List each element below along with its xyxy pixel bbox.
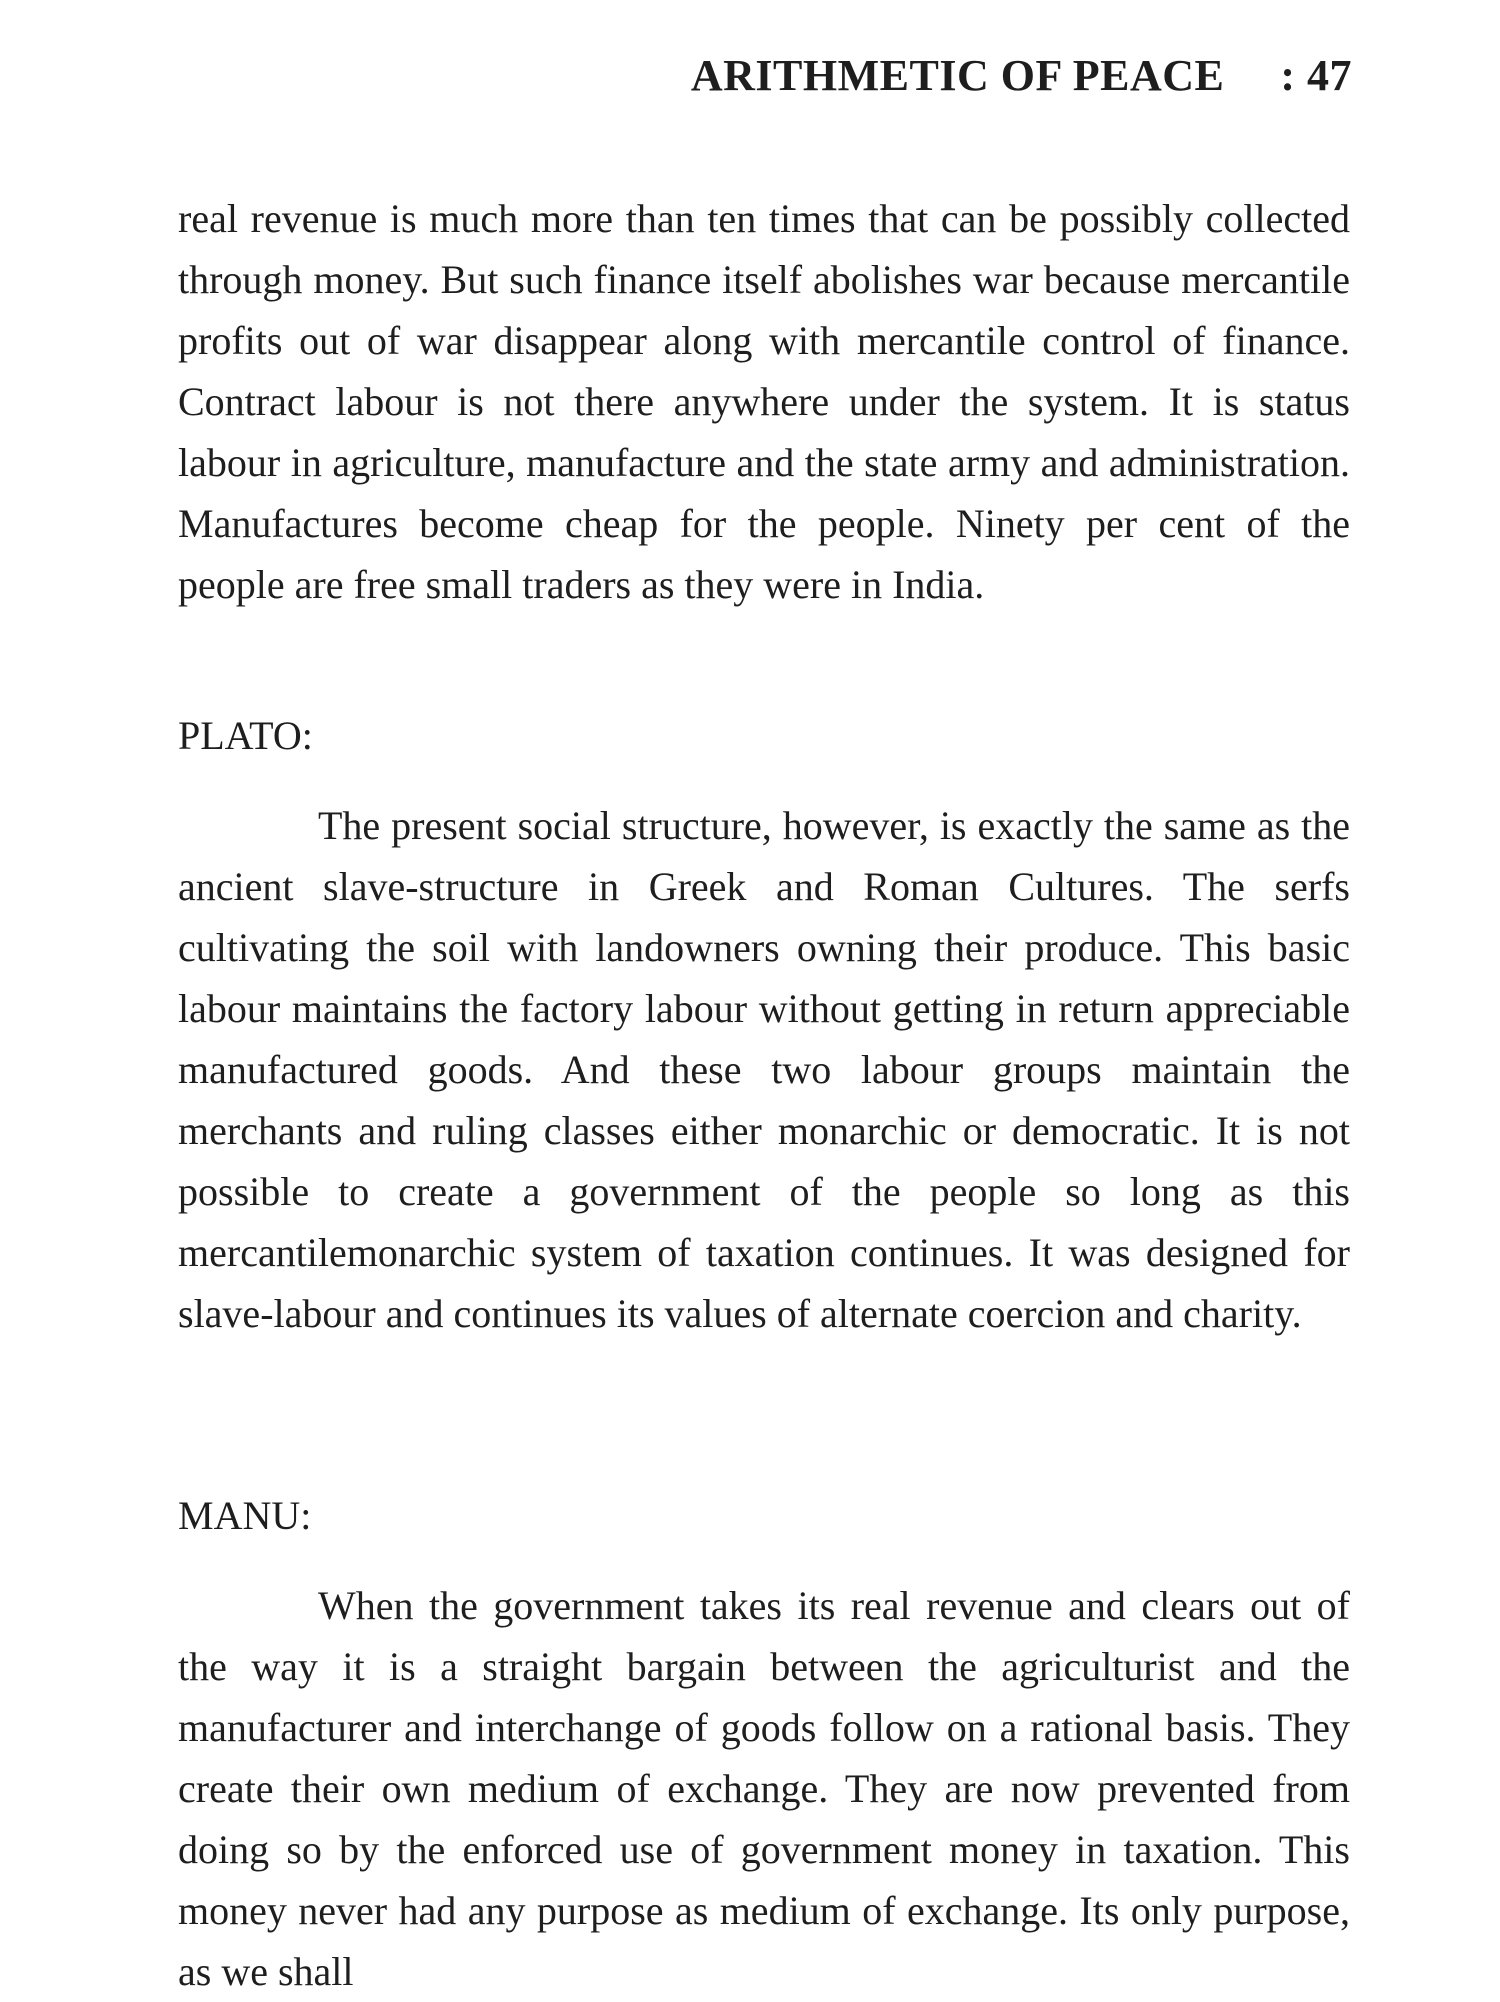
speaker-label-manu: MANU: (178, 1493, 312, 1538)
header-page-number: : 47 (1280, 51, 1352, 100)
paragraph-text: The present social structure, however, is exactly the same as the ancient slave-structure in Greek and Roman Cultures. The serfs cultivating the soil with landowners owning their produce. This basic labour maintains the factory labour without getting in return appreciable manufactured goods. And these two labour groups maintain the merchants and ruling classes either monarchic or democratic. It is not possible to create a government of the people so long as this mercantilemonarchic system of taxation continues. It was designed for slave-labour and continues its values of alternate coercion and charity. (178, 803, 1350, 1336)
header-title: ARITHMETIC OF PEACE (690, 51, 1225, 100)
paragraph-text: real revenue is much more than ten times that can be possibly collected through money. But such finance itself abolishes war because mercantile profits out of war disappear along with mercantile control of finance. Contract labour is not there anywhere under the system. It is status labour in agriculture, manufacture and the state army and administration. Manufactures become cheap for the people. Ninety per cent of the people are free small traders as they were in India. (178, 196, 1350, 607)
paragraph-manu (178, 1575, 1350, 2002)
running-header (691, 50, 1352, 101)
paragraph-plato (178, 795, 1350, 1344)
paragraph-text: When the government takes its real revenue and clears out of the way it is a straight bargain between the agriculturist and the manufacturer and interchange of goods follow on a rational basis. They create their own medium of exchange. They are now prevented from doing so by the enforced use of government money in taxation. This money never had any purpose as medium of exchange. Its only purpose, as we shall (178, 1583, 1350, 1994)
paragraph-continued (178, 188, 1350, 615)
speaker-label-plato: PLATO: (178, 713, 313, 758)
